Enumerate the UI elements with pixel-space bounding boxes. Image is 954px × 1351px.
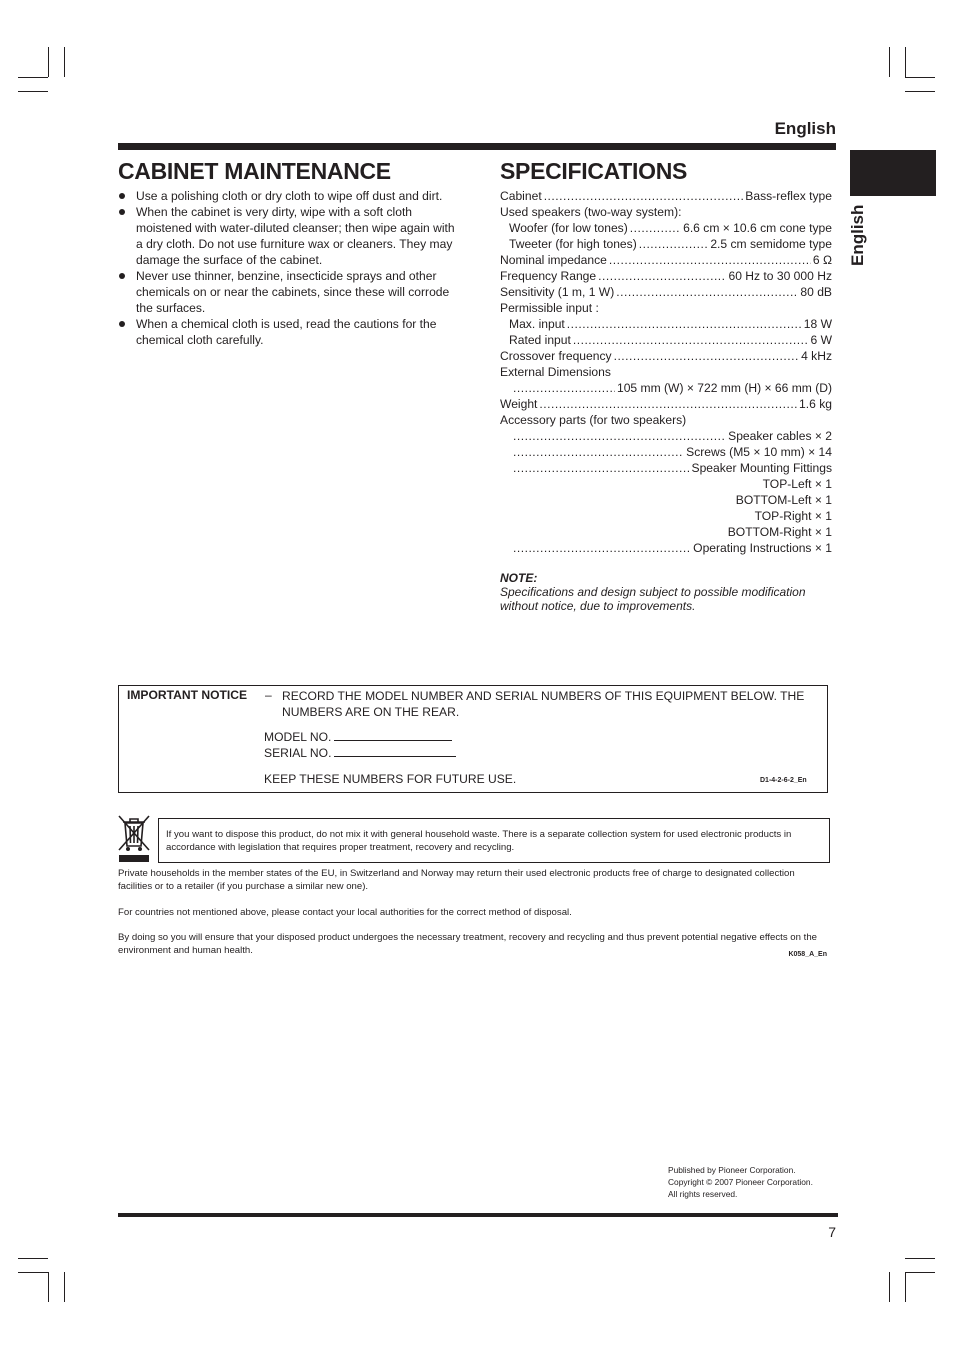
specifications-title: SPECIFICATIONS bbox=[500, 158, 688, 184]
spec-note bbox=[500, 571, 840, 613]
important-notice-box bbox=[118, 685, 828, 793]
note-title: NOTE: bbox=[500, 571, 538, 585]
crossed-bin-icon bbox=[117, 814, 151, 862]
spec-row-tweeter: Tweeter (for high tones) ..... 2.5 cm semidome type bbox=[500, 236, 832, 252]
list-item: When the cabinet is very dirty, wipe with a soft cloth moistened with water-diluted cleanser; then wipe again with a dry cloth. Do not use furniture wax or cleaners. They may damage the surface of the cabinet. bbox=[118, 204, 458, 268]
serial-number-blank bbox=[334, 746, 456, 757]
crop-mark bbox=[64, 47, 65, 77]
crop-mark bbox=[18, 91, 48, 92]
spec-row-max-input: Max. input ..... 18 W bbox=[500, 316, 832, 332]
spec-row-frequency: Frequency Range ..... 60 Hz to 30 000 Hz bbox=[500, 268, 832, 284]
crop-mark bbox=[18, 77, 48, 78]
spec-row-top-left: TOP-Left × 1 bbox=[762, 477, 832, 491]
spec-row-cables: ..... Speaker cables × 2 bbox=[500, 428, 832, 444]
spec-row-instructions: ..... Operating Instructions × 1 bbox=[500, 540, 832, 556]
spec-row-rated-input: Rated input ..... 6 W bbox=[500, 332, 832, 348]
model-number-blank bbox=[334, 730, 452, 741]
spec-row-screws: ..... Screws (M5 × 10 mm) × 14 bbox=[500, 444, 832, 460]
specifications-list bbox=[500, 188, 832, 556]
weee-paragraph-1: Private households in the member states of the EU, in Switzerland and Norway may return their used electronic products free of charge to designated collection facilities or to a retailer (if you purchase a similar new one). bbox=[118, 868, 795, 892]
crop-mark bbox=[905, 91, 935, 92]
maintenance-title: CABINET MAINTENANCE bbox=[118, 158, 391, 184]
weee-box-text: If you want to dispose this product, do not mix it with general household waste. There is a separate collection system for used electronic products in accordance with legislation that requires proper treatment, recovery and recycling. bbox=[166, 829, 792, 853]
crop-mark bbox=[889, 1272, 890, 1302]
list-item: Use a polishing cloth or dry cloth to wipe off dust and dirt. bbox=[118, 188, 458, 204]
notice-keep: KEEP THESE NUMBERS FOR FUTURE USE. bbox=[264, 772, 517, 786]
crop-mark bbox=[905, 1272, 906, 1302]
crop-mark bbox=[905, 1272, 935, 1273]
spec-row-used-speakers: Used speakers (two-way system): bbox=[500, 205, 682, 219]
spec-row-weight: Weight ..... 1.6 kg bbox=[500, 396, 832, 412]
spec-row-woofer: Woofer (for low tones) ..... 6.6 cm × 10.6 cm cone type bbox=[500, 220, 832, 236]
serial-number-field: SERIAL NO. bbox=[264, 746, 456, 760]
spec-row-crossover: Crossover frequency ..... 4 kHz bbox=[500, 348, 832, 364]
spec-row-dimensions: ..... 105 mm (W) × 722 mm (H) × 66 mm (D) bbox=[500, 380, 832, 396]
spec-row-permissible: Permissible input : bbox=[500, 301, 599, 315]
spec-row-sensitivity: Sensitivity (1 m, 1 W) ..... 80 dB bbox=[500, 284, 832, 300]
note-text: Specifications and design subject to possible modification without notice, due to improvements. bbox=[500, 585, 806, 613]
bullet-icon bbox=[119, 209, 125, 215]
copyright-line: Copyright © 2007 Pioneer Corporation. bbox=[668, 1177, 813, 1187]
spec-row-impedance: Nominal impedance ..... 6 Ω bbox=[500, 252, 832, 268]
weee-paragraph-2: For countries not mentioned above, please contact your local authorities for the correct method of disposal. bbox=[118, 907, 572, 918]
crop-mark bbox=[48, 47, 49, 77]
spec-row-bottom-left: BOTTOM-Left × 1 bbox=[735, 493, 832, 507]
page-number: 7 bbox=[828, 1224, 836, 1240]
crop-mark bbox=[18, 1272, 48, 1273]
notice-code: D1-4-2-6-2_En bbox=[760, 777, 807, 784]
crop-mark bbox=[905, 77, 935, 78]
spec-row-top-right: TOP-Right × 1 bbox=[754, 509, 832, 523]
list-item: Never use thinner, benzine, insecticide sprays and other chemicals on or near the cabinets, since these will corrode the surfaces. bbox=[118, 268, 458, 316]
weee-code: K058_A_En bbox=[788, 951, 827, 958]
header-rule bbox=[118, 143, 836, 150]
crop-mark bbox=[64, 1272, 65, 1302]
crop-mark bbox=[905, 47, 906, 77]
bullet-icon bbox=[119, 273, 125, 279]
list-item: When a chemical cloth is used, read the cautions for the chemical cloth carefully. bbox=[118, 316, 458, 348]
crop-mark bbox=[18, 1258, 48, 1259]
side-language-label: English bbox=[848, 204, 867, 266]
weee-notice-box bbox=[158, 818, 830, 863]
model-number-field: MODEL NO. bbox=[264, 730, 452, 744]
crop-mark bbox=[889, 47, 890, 77]
spec-row-dimensions-label: External Dimensions bbox=[500, 365, 611, 379]
spec-row-accessory-label: Accessory parts (for two speakers) bbox=[500, 413, 687, 427]
spec-row-bottom-right: BOTTOM-Right × 1 bbox=[727, 525, 832, 539]
notice-dash: – bbox=[265, 688, 272, 702]
notice-text: RECORD THE MODEL NUMBER AND SERIAL NUMBERS OF THIS EQUIPMENT BELOW. THE NUMBERS ARE ON THE REAR. bbox=[282, 689, 805, 719]
publisher-info bbox=[668, 1164, 813, 1200]
header-language: English bbox=[774, 119, 836, 138]
spec-row-fittings: ..... Speaker Mounting Fittings bbox=[500, 460, 832, 476]
rights-line: All rights reserved. bbox=[668, 1189, 738, 1199]
footer-rule bbox=[118, 1213, 838, 1217]
side-tab bbox=[850, 150, 936, 196]
bullet-icon bbox=[119, 193, 125, 199]
crop-mark bbox=[48, 1272, 49, 1302]
weee-paragraph-3: By doing so you will ensure that your disposed product undergoes the necessary treatment, recovery and recycling and thus prevent potential negative effects on the environment and human health. bbox=[118, 932, 817, 956]
maintenance-list bbox=[118, 188, 458, 348]
spec-row-cabinet: Cabinet ..... Bass-reflex type bbox=[500, 188, 832, 204]
crop-mark bbox=[905, 1258, 935, 1259]
publisher-line: Published by Pioneer Corporation. bbox=[668, 1165, 796, 1175]
bullet-icon bbox=[119, 321, 125, 327]
notice-label: IMPORTANT NOTICE bbox=[127, 688, 248, 702]
